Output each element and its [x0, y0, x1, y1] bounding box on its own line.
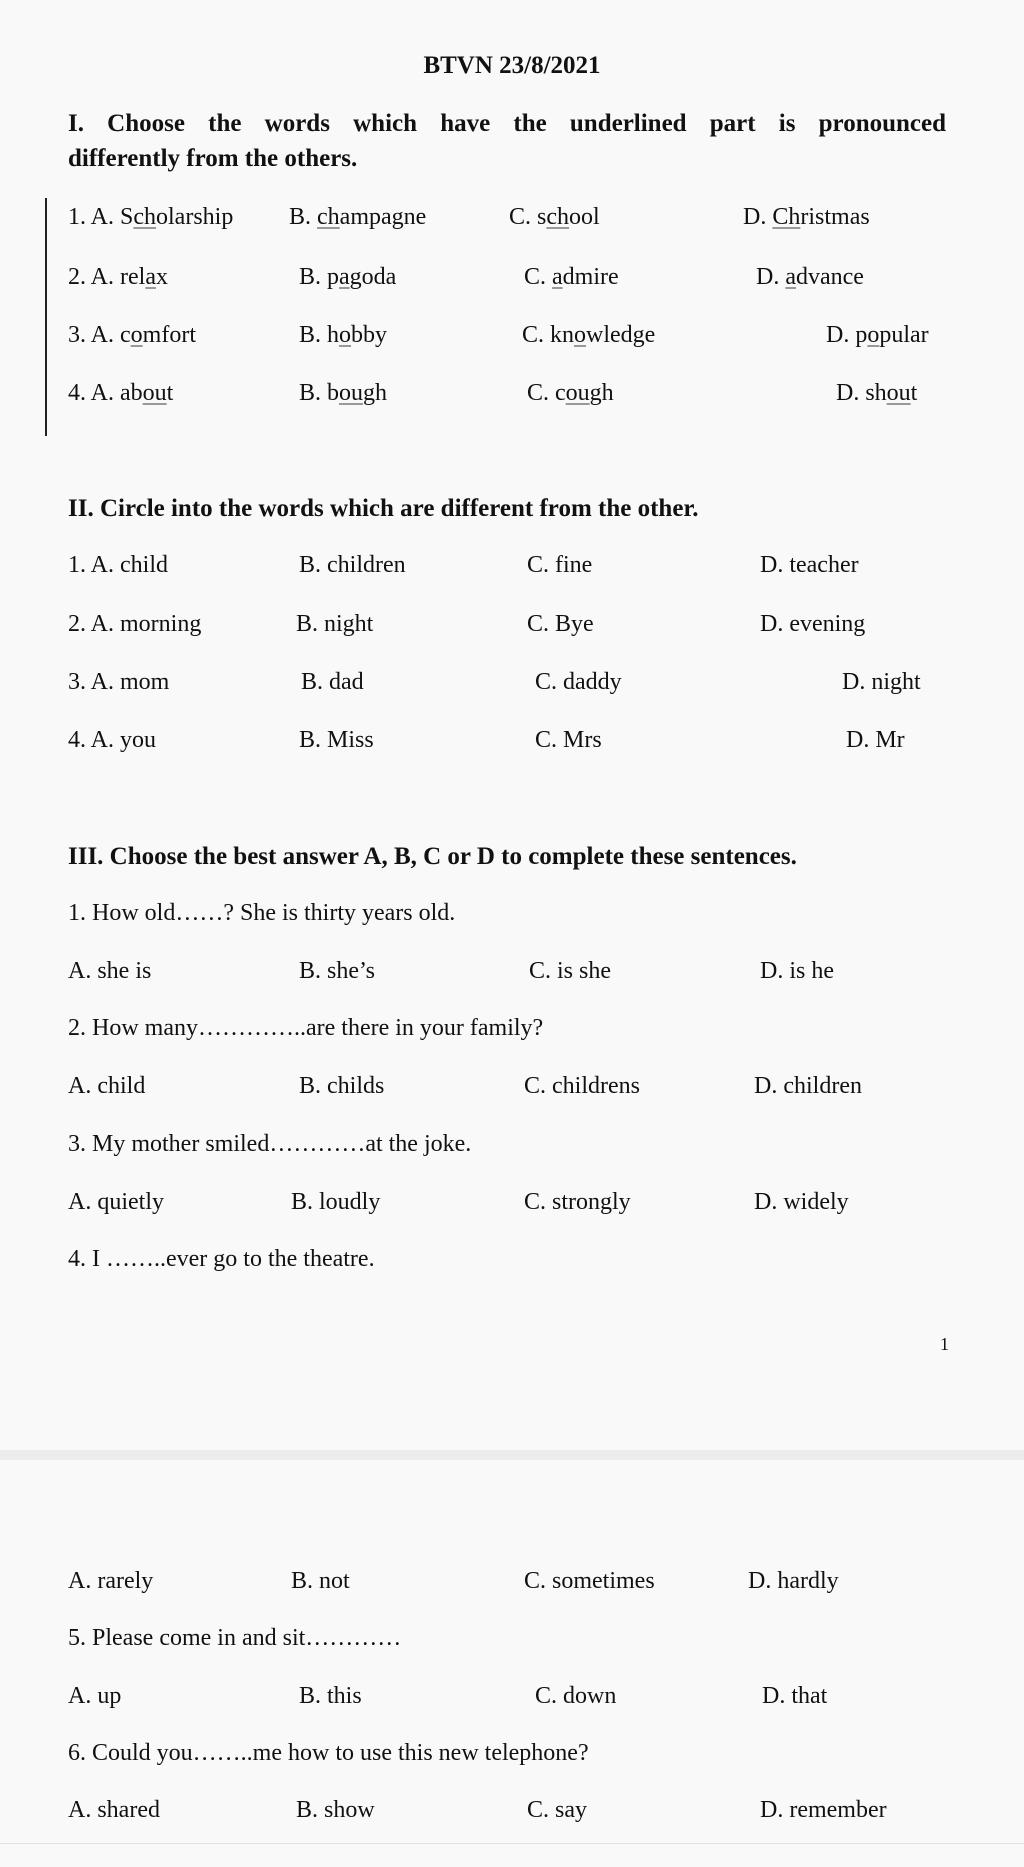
document-title: BTVN 23/8/2021	[423, 52, 601, 79]
s3-q3-question: 3. My mother smiled…………at the joke.	[68, 1131, 472, 1157]
s2-q1-option-d: D. teacher	[760, 552, 859, 578]
s3-q3-option-b: B. loudly	[291, 1189, 381, 1215]
margin-bar	[45, 198, 47, 436]
s1-q2-option-b: B. pagoda	[299, 264, 397, 290]
s3-q4-option-c: C. sometimes	[524, 1568, 655, 1594]
section3-heading: III. Choose the best answer A, B, C or D to complete these sentences.	[68, 843, 797, 870]
s2-q2-option-b: B. night	[296, 611, 374, 637]
s1-q2-option-d: D. advance	[756, 264, 864, 290]
s3-q2-option-c: C. childrens	[524, 1073, 640, 1099]
s2-q4-option-b: B. Miss	[299, 727, 374, 753]
s3-q6-option-d: D. remember	[760, 1797, 887, 1823]
s2-q2-option-c: C. Bye	[527, 611, 594, 637]
s3-q4-question: 4. I ……..ever go to the theatre.	[68, 1246, 375, 1272]
section1-heading-line1: I. Choose the words which have the underlined part is pronounced	[68, 110, 946, 137]
s1-q4-option-a: 4. A. about	[68, 380, 174, 406]
s3-q2-question: 2. How many…………..are there in your family?	[68, 1015, 544, 1041]
s2-q3-option-d: D. night	[842, 669, 921, 695]
s3-q5-option-b: B. this	[299, 1683, 362, 1709]
s3-q6-question: 6. Could you……..me how to use this new telephone?	[68, 1740, 589, 1766]
s1-q4-option-b: B. bough	[299, 380, 388, 406]
s1-q3-option-a: 3. A. comfort	[68, 322, 196, 348]
s3-q6-option-a: A. shared	[68, 1797, 160, 1823]
s2-q3-option-b: B. dad	[301, 669, 364, 695]
s3-q1-question: 1. How old……? She is thirty years old.	[68, 900, 456, 926]
s3-q2-option-d: D. children	[754, 1073, 862, 1099]
page-number: 1	[940, 1334, 949, 1354]
s3-q3-option-c: C. strongly	[524, 1189, 631, 1215]
s3-q5-question: 5. Please come in and sit…………	[68, 1625, 402, 1651]
s3-q1-option-d: D. is he	[760, 958, 834, 984]
s1-q2-option-c: C. admire	[524, 264, 619, 290]
s2-q1-option-b: B. children	[299, 552, 406, 578]
s3-q4-option-d: D. hardly	[748, 1568, 839, 1594]
page-bottom-divider	[0, 1843, 1024, 1844]
s1-q3-option-b: B. hobby	[299, 322, 388, 348]
s1-q1-option-a: 1. A. Scholarship	[68, 204, 234, 230]
s1-q1-option-b: B. champagne	[289, 204, 427, 230]
s3-q5-option-d: D. that	[762, 1683, 828, 1709]
s1-q1-option-c: C. school	[509, 204, 600, 230]
s3-q4-option-a: A. rarely	[68, 1568, 154, 1594]
s3-q3-option-a: A. quietly	[68, 1189, 164, 1215]
s3-q5-option-a: A. up	[68, 1683, 122, 1709]
s3-q4-option-b: B. not	[291, 1568, 350, 1594]
s3-q2-option-a: A. child	[68, 1073, 146, 1099]
s2-q4-option-a: 4. A. you	[68, 727, 157, 753]
s1-q1-option-d: D. Christmas	[743, 204, 870, 230]
section2-heading: II. Circle into the words which are different from the other.	[68, 495, 699, 522]
s2-q4-option-d: D. Mr	[846, 727, 905, 753]
s2-q2-option-a: 2. A. morning	[68, 611, 202, 637]
s3-q6-option-c: C. say	[527, 1797, 587, 1823]
s3-q6-option-b: B. show	[296, 1797, 375, 1823]
s2-q4-option-c: C. Mrs	[535, 727, 602, 753]
s1-q3-option-d: D. popular	[826, 322, 929, 348]
section1-heading-line2: differently from the others.	[68, 145, 358, 172]
s3-q1-option-c: C. is she	[529, 958, 612, 984]
s2-q3-option-c: C. daddy	[535, 669, 622, 695]
s2-q1-option-c: C. fine	[527, 552, 593, 578]
s2-q1-option-a: 1. A. child	[68, 552, 168, 578]
s3-q1-option-a: A. she is	[68, 958, 152, 984]
s2-q3-option-a: 3. A. mom	[68, 669, 170, 695]
s1-q4-option-c: C. cough	[527, 380, 614, 406]
s1-q3-option-c: C. knowledge	[522, 322, 656, 348]
s3-q5-option-c: C. down	[535, 1683, 617, 1709]
s2-q2-option-d: D. evening	[760, 611, 866, 637]
s3-q1-option-b: B. she’s	[299, 958, 376, 984]
s3-q3-option-d: D. widely	[754, 1189, 849, 1215]
s1-q2-option-a: 2. A. relax	[68, 264, 168, 290]
s3-q2-option-b: B. childs	[299, 1073, 385, 1099]
page-gap	[0, 1450, 1024, 1460]
s1-q4-option-d: D. shout	[836, 380, 918, 406]
